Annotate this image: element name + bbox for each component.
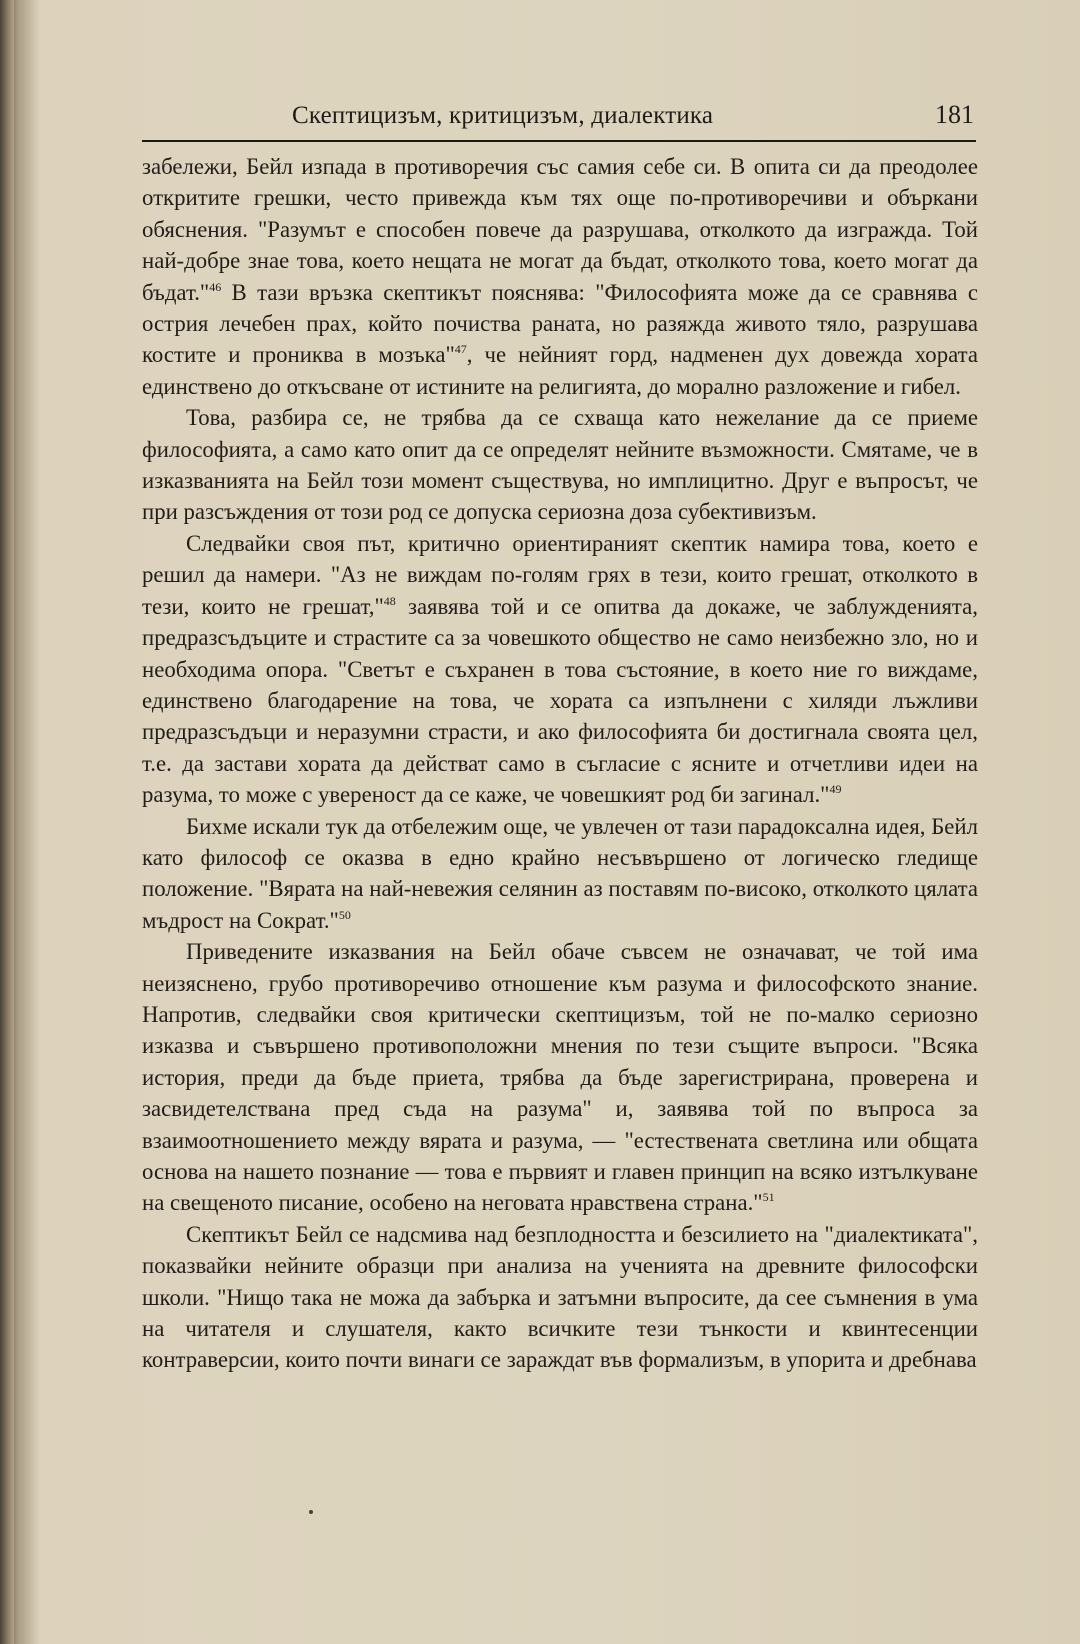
footnote-ref: 46 (209, 279, 222, 294)
paragraph (142, 528, 978, 811)
footnote-ref: 51 (762, 1190, 775, 1205)
running-header (142, 100, 976, 142)
text-run: Това, разбира се, не трябва да се схваща като нежелание да се приеме философията, а само като опит да се определят нейните възможности. Смятаме, че в изказванията на Бейл този момент съществува, но имплицитно. Друг е въпросът, че при разсъждения от този род се допуска сериозна доза субективизъм. (142, 405, 978, 525)
text-run: В тази връзка скептикът пояснява: "Философията може да се сравнява с острия лечебен прах, който почиства раната, но разяжда живото тяло, разрушава костите и прониква в мозъка" (142, 279, 978, 368)
text-run: Скептикът Бейл се надсмива над безплодността и безсилието на "диалектиката", показвайки нейните образци при анализа на ученията на древните философски школи. "Нищо така не можа да забърка и затъмни въпросите, да сее съмнения в ума на читателя и слушателя, както всичките тези тънкости и квинтесенции контраверсии, които почти винаги се зараждат във формализъм, в упорита и дребнава (142, 1221, 978, 1373)
text-run: Следвайки своя път, критично ориентираният скептик намира това, което е решил да намери. "Аз не виждам по-голям грях в тези, които грешат, отколкото в тези, които не грешат," (142, 530, 978, 619)
text-run: забележи, Бейл изпада в противоречия със самия себе си. В опита си да преодолее откритите грешки, често привежда към тях още по-противоречиви и объркани обяснения. "Разумът е способен повече да разрушава, отколкото да изгражда. Той най-добре знае това, което нещата не могат да бъдат, отколкото това, което могат да бъдат." (142, 154, 978, 305)
header-title: Скептицизъм, критицизъм, диалектика (292, 102, 714, 129)
footnote-ref: 50 (338, 907, 351, 922)
paragraph (142, 936, 978, 1219)
paragraph (142, 1219, 978, 1376)
footnote-ref: 48 (383, 593, 396, 608)
page-number: 181 (935, 100, 974, 129)
paragraph (142, 402, 978, 528)
footnote-ref: 49 (829, 782, 842, 797)
text-run: Бихме искали тук да отбележим още, че увлечен от тази парадоксална идея, Бейл като философ се оказва в едно крайно несъвършено от логическо гледище положение. "Вярата на най-невежия селянин аз поставям по-високо, отколкото цялата мъдрост на Сократ." (142, 813, 978, 933)
paragraph (142, 811, 978, 937)
print-speck (309, 1510, 313, 1514)
text-run: , че нейният горд, надменен дух довежда хората единствено до откъсване от истините на религията, до морално разложение и гибел. (142, 342, 978, 399)
text-run: Приведените изказвания на Бейл обаче съвсем не означават, че той има неизяснено, грубо противоречиво отношение към разума и философското знание. Напротив, следвайки своя критически скептицизъм, той не по-малко сериозно изказва и съвършено противоположни мнения по тези същите въпроси. "Всяка история, преди да бъде приета, трябва да бъде зарегистрирана, проверена и засвидетелствана пред съда на разума" и, заявява той по въпроса за взаимоотношението между вярата и разума, — "естествената светлина или общата основа на нашето познание — това е първият и главен принцип на всяко изтълкуване на свещеното писание, особено на неговата нравствена страна." (142, 939, 978, 1216)
body-text (142, 151, 978, 1376)
text-run: заявява той и се опитва да докаже, че заблужденията, предразсъдъците и страстите са за човешкото общество не само неизбежно зло, но и необходима опора. "Светът е съхранен в това състояние, в което ние го виждаме, единствено благодарение на това, че хората са изпълнени с хиляди лъжливи предразсъдъци и неразумни страсти, и ако философията би достигнала своята цел, т.е. да застави хората да действат само в съгласие с ясните и отчетливи идеи на разума, то може с увереност да се каже, че човешкият род би загинал." (142, 593, 978, 808)
footnote-ref: 47 (454, 342, 467, 357)
paragraph (142, 151, 978, 402)
